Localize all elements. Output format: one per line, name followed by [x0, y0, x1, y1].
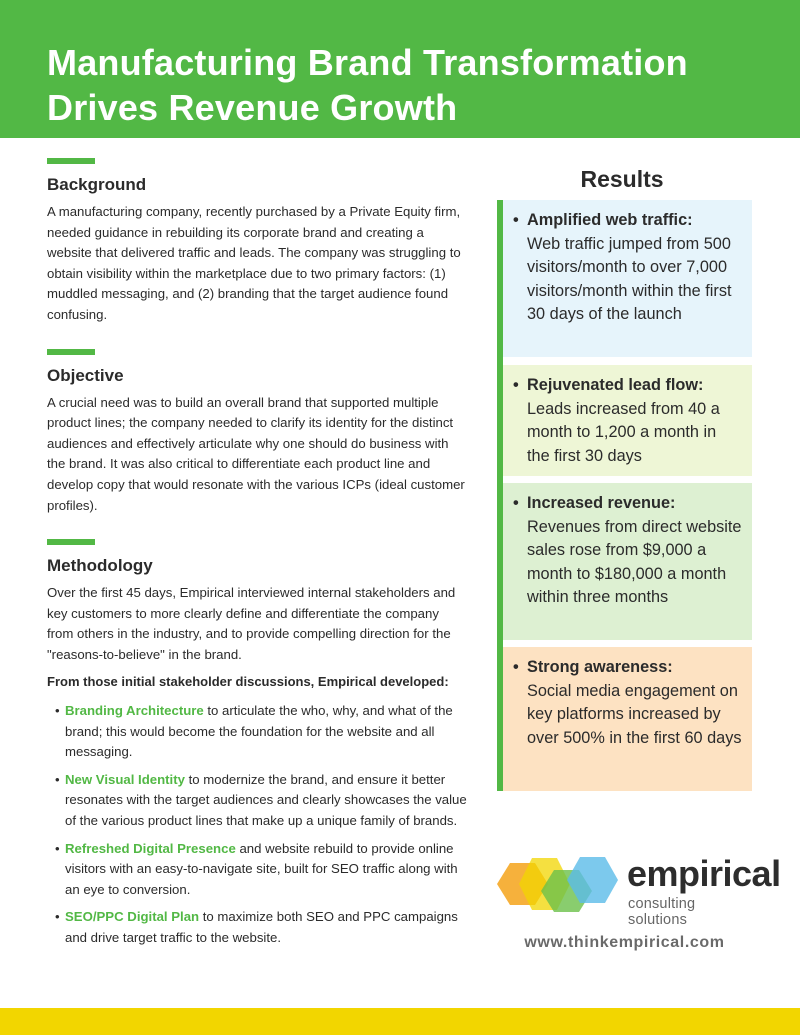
result-text: Leads increased from 40 a month to 1,200 a month in the first 30 days [527, 399, 720, 465]
result-text: Revenues from direct website sales rose from $9,000 a month to $180,000 a month within three months [527, 517, 742, 607]
bullet-icon: • [55, 909, 60, 925]
result-card-awareness [503, 647, 752, 791]
results-panel [497, 200, 752, 791]
item-text: and website rebuild to provide online visitors with an easy-to-navigate site, built for SEO traffic along with an eye to conversion. [65, 840, 458, 897]
result-label: Rejuvenated lead flow: [527, 376, 704, 394]
company-logo [497, 848, 781, 928]
page-title-line-1: Manufacturing Brand Transformation [47, 42, 688, 83]
section-rule [47, 158, 95, 164]
item-text: to maximize both SEO and PPC campaigns and drive target traffic to the website. [65, 909, 458, 945]
list-item [55, 701, 467, 763]
results-title: Results [580, 166, 664, 192]
bullet-icon: • [55, 771, 60, 787]
item-highlight: Branding Architecture [65, 703, 204, 718]
result-label: Amplified web traffic: [527, 211, 693, 229]
logo-wordmark: empirical [627, 853, 781, 894]
item-highlight: New Visual Identity [65, 771, 185, 787]
result-card-lead-flow [503, 365, 752, 476]
background-text: A manufacturing company, recently purchased by a Private Equity firm, needed guidance in rebuilding its corporate brand and creating a website that delivered traffic and leads. The company was struggling to obtain visibility within the marketplace due to two primary factors: (1) muddled messaging, and (2) branding that the target audience found confusing. [47, 204, 461, 322]
result-text: Web traffic jumped from 500 visitors/month to over 7,000 visitors/month within the first 30 days of the launch [527, 234, 732, 324]
deliverables-list [47, 701, 467, 949]
logo-tagline: consulting solutions [628, 896, 696, 928]
website-url[interactable]: www.thinkempirical.com [524, 934, 725, 951]
bullet-icon: • [513, 376, 519, 394]
item-text: to articulate the who, why, and what of the brand; this would become the foundation for the website and all messaging. [65, 703, 453, 760]
list-item [55, 839, 467, 901]
background-title: Background [47, 175, 147, 194]
page-title [47, 40, 767, 130]
left-column [47, 158, 467, 956]
bullet-icon: • [55, 840, 60, 856]
bullet-icon: • [513, 211, 519, 229]
section-rule [47, 349, 95, 355]
result-label: Strong awareness: [527, 658, 673, 676]
item-highlight: SEO/PPC Digital Plan [65, 909, 200, 925]
hexagon-logo-icon [497, 848, 625, 920]
footer-bar [0, 1008, 800, 1035]
methodology-lead: From those initial stakeholder discussions, Empirical developed: [47, 673, 449, 689]
list-item [55, 770, 467, 832]
list-item [55, 907, 467, 948]
header-banner [0, 0, 800, 138]
bullet-icon: • [513, 658, 519, 676]
background-section [47, 158, 467, 326]
methodology-text: Over the first 45 days, Empirical interviewed internal stakeholders and key customers to more clearly define and differentiate the company from others in the industry, and to provide compelling direction for the "reasons-to-believe" in the brand. [47, 585, 456, 662]
bullet-icon: • [55, 703, 60, 718]
item-text: to modernize the brand, and ensure it better resonates with the target audiences and clearly showcases the value of the various product lines that make up a unique family of brands. [65, 771, 467, 828]
methodology-title: Methodology [47, 556, 153, 576]
result-label: Increased revenue: [527, 494, 676, 512]
section-rule [47, 539, 95, 545]
objective-section [47, 349, 467, 517]
bullet-icon: • [513, 494, 519, 512]
result-text: Social media engagement on key platforms increased by over 500% in the first 60 days [527, 681, 742, 747]
page-title-line-2: Drives Revenue Growth [47, 87, 458, 128]
result-card-revenue [503, 483, 752, 640]
item-highlight: Refreshed Digital Presence [65, 840, 236, 856]
methodology-section [47, 539, 467, 948]
result-card-web-traffic [503, 200, 752, 357]
objective-text: A crucial need was to build an overall brand that supported multiple product lines; the company needed to clarify its identity for the distinct audiences and effectively articulate why one should do business with the brand. It was also critical to differentiate each product line and develop copy that would resonate with the various ICPs (ideal customer profiles). [47, 394, 465, 513]
objective-title: Objective [47, 365, 124, 385]
